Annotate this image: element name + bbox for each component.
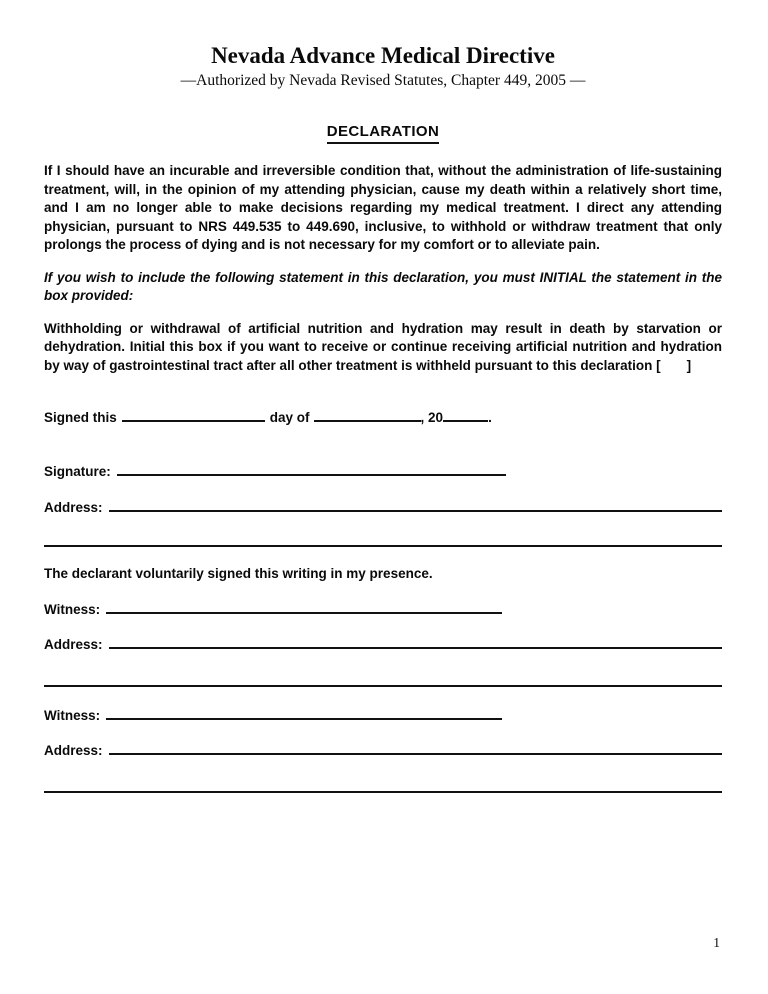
paragraph-nutrition-hydration (44, 320, 722, 376)
witness1-address-field[interactable] (109, 634, 722, 649)
document-header (44, 44, 722, 90)
day-of-label: day of (269, 410, 310, 425)
witness1-address-label: Address: (44, 636, 103, 652)
witness2-address-line2-field[interactable] (44, 791, 722, 793)
paragraph-initial-instruction: If you wish to include the following statement in this declaration, you must INITIAL the statement in the box provided: (44, 269, 722, 303)
declarant-address-row (44, 497, 722, 517)
page-number: 1 (713, 934, 720, 950)
witness1-address-row (44, 634, 722, 654)
document-title: Nevada Advance Medical Directive (211, 43, 555, 68)
witness1-address-line2-field[interactable] (44, 685, 722, 687)
signed-month-field[interactable] (314, 407, 421, 422)
witness2-address-label: Address: (44, 742, 103, 758)
declaration-heading (44, 123, 722, 144)
document-subtitle: —Authorized by Nevada Revised Statutes, Chapter 449, 2005 — (180, 72, 586, 89)
signed-day-field[interactable] (122, 407, 265, 422)
witness1-field[interactable] (106, 599, 502, 614)
paragraph-incurable-condition: If I should have an incurable and irreversible condition that, without the administration of life-sustaining treatment, will, in the opinion of my attending physician, cause my death within a relatively short time, and I am no longer able to make decisions regarding my medical treatment. I direct any attending physician, pursuant to NRS 449.535 to 449.690, inclusive, to withhold or withdraw treatment that only prolongs the process of dying and is not necessary for my comfort or to alleviate pain. (44, 163, 722, 252)
signature-field[interactable] (117, 461, 506, 476)
declarant-address-line2-field[interactable] (44, 545, 722, 547)
declaration-heading-text: DECLARATION (327, 123, 439, 144)
signed-period: . (488, 410, 492, 425)
witness1-label: Witness: (44, 601, 101, 617)
witness2-field[interactable] (106, 705, 502, 720)
signed-year-field[interactable] (443, 407, 488, 422)
witness2-label: Witness: (44, 707, 101, 723)
witness1-row (44, 599, 722, 619)
initial-bracket-close: ] (686, 357, 692, 373)
signature-label: Signature: (44, 464, 111, 479)
signed-date-row (44, 407, 722, 427)
declarant-address-field[interactable] (109, 497, 722, 512)
year-prefix-label: , 20 (420, 410, 444, 425)
address-label: Address: (44, 500, 103, 515)
paragraph-nutrition-text: Withholding or withdrawal of artificial nutrition and hydration may result in death by starvation or dehydration. Initial this box if you want to receive or continue receiving artificial nutrition and hydration by way of gastrointestinal tract after all other treatment is withheld pursuant to this declaration (44, 320, 722, 373)
signed-this-label: Signed this (44, 410, 117, 425)
signature-row (44, 461, 722, 481)
declarant-statement: The declarant voluntarily signed this writing in my presence. (44, 566, 433, 581)
witness2-row (44, 705, 722, 725)
witness2-address-field[interactable] (109, 740, 722, 755)
initial-bracket-open: [ (656, 357, 661, 373)
witness2-address-row (44, 740, 722, 760)
